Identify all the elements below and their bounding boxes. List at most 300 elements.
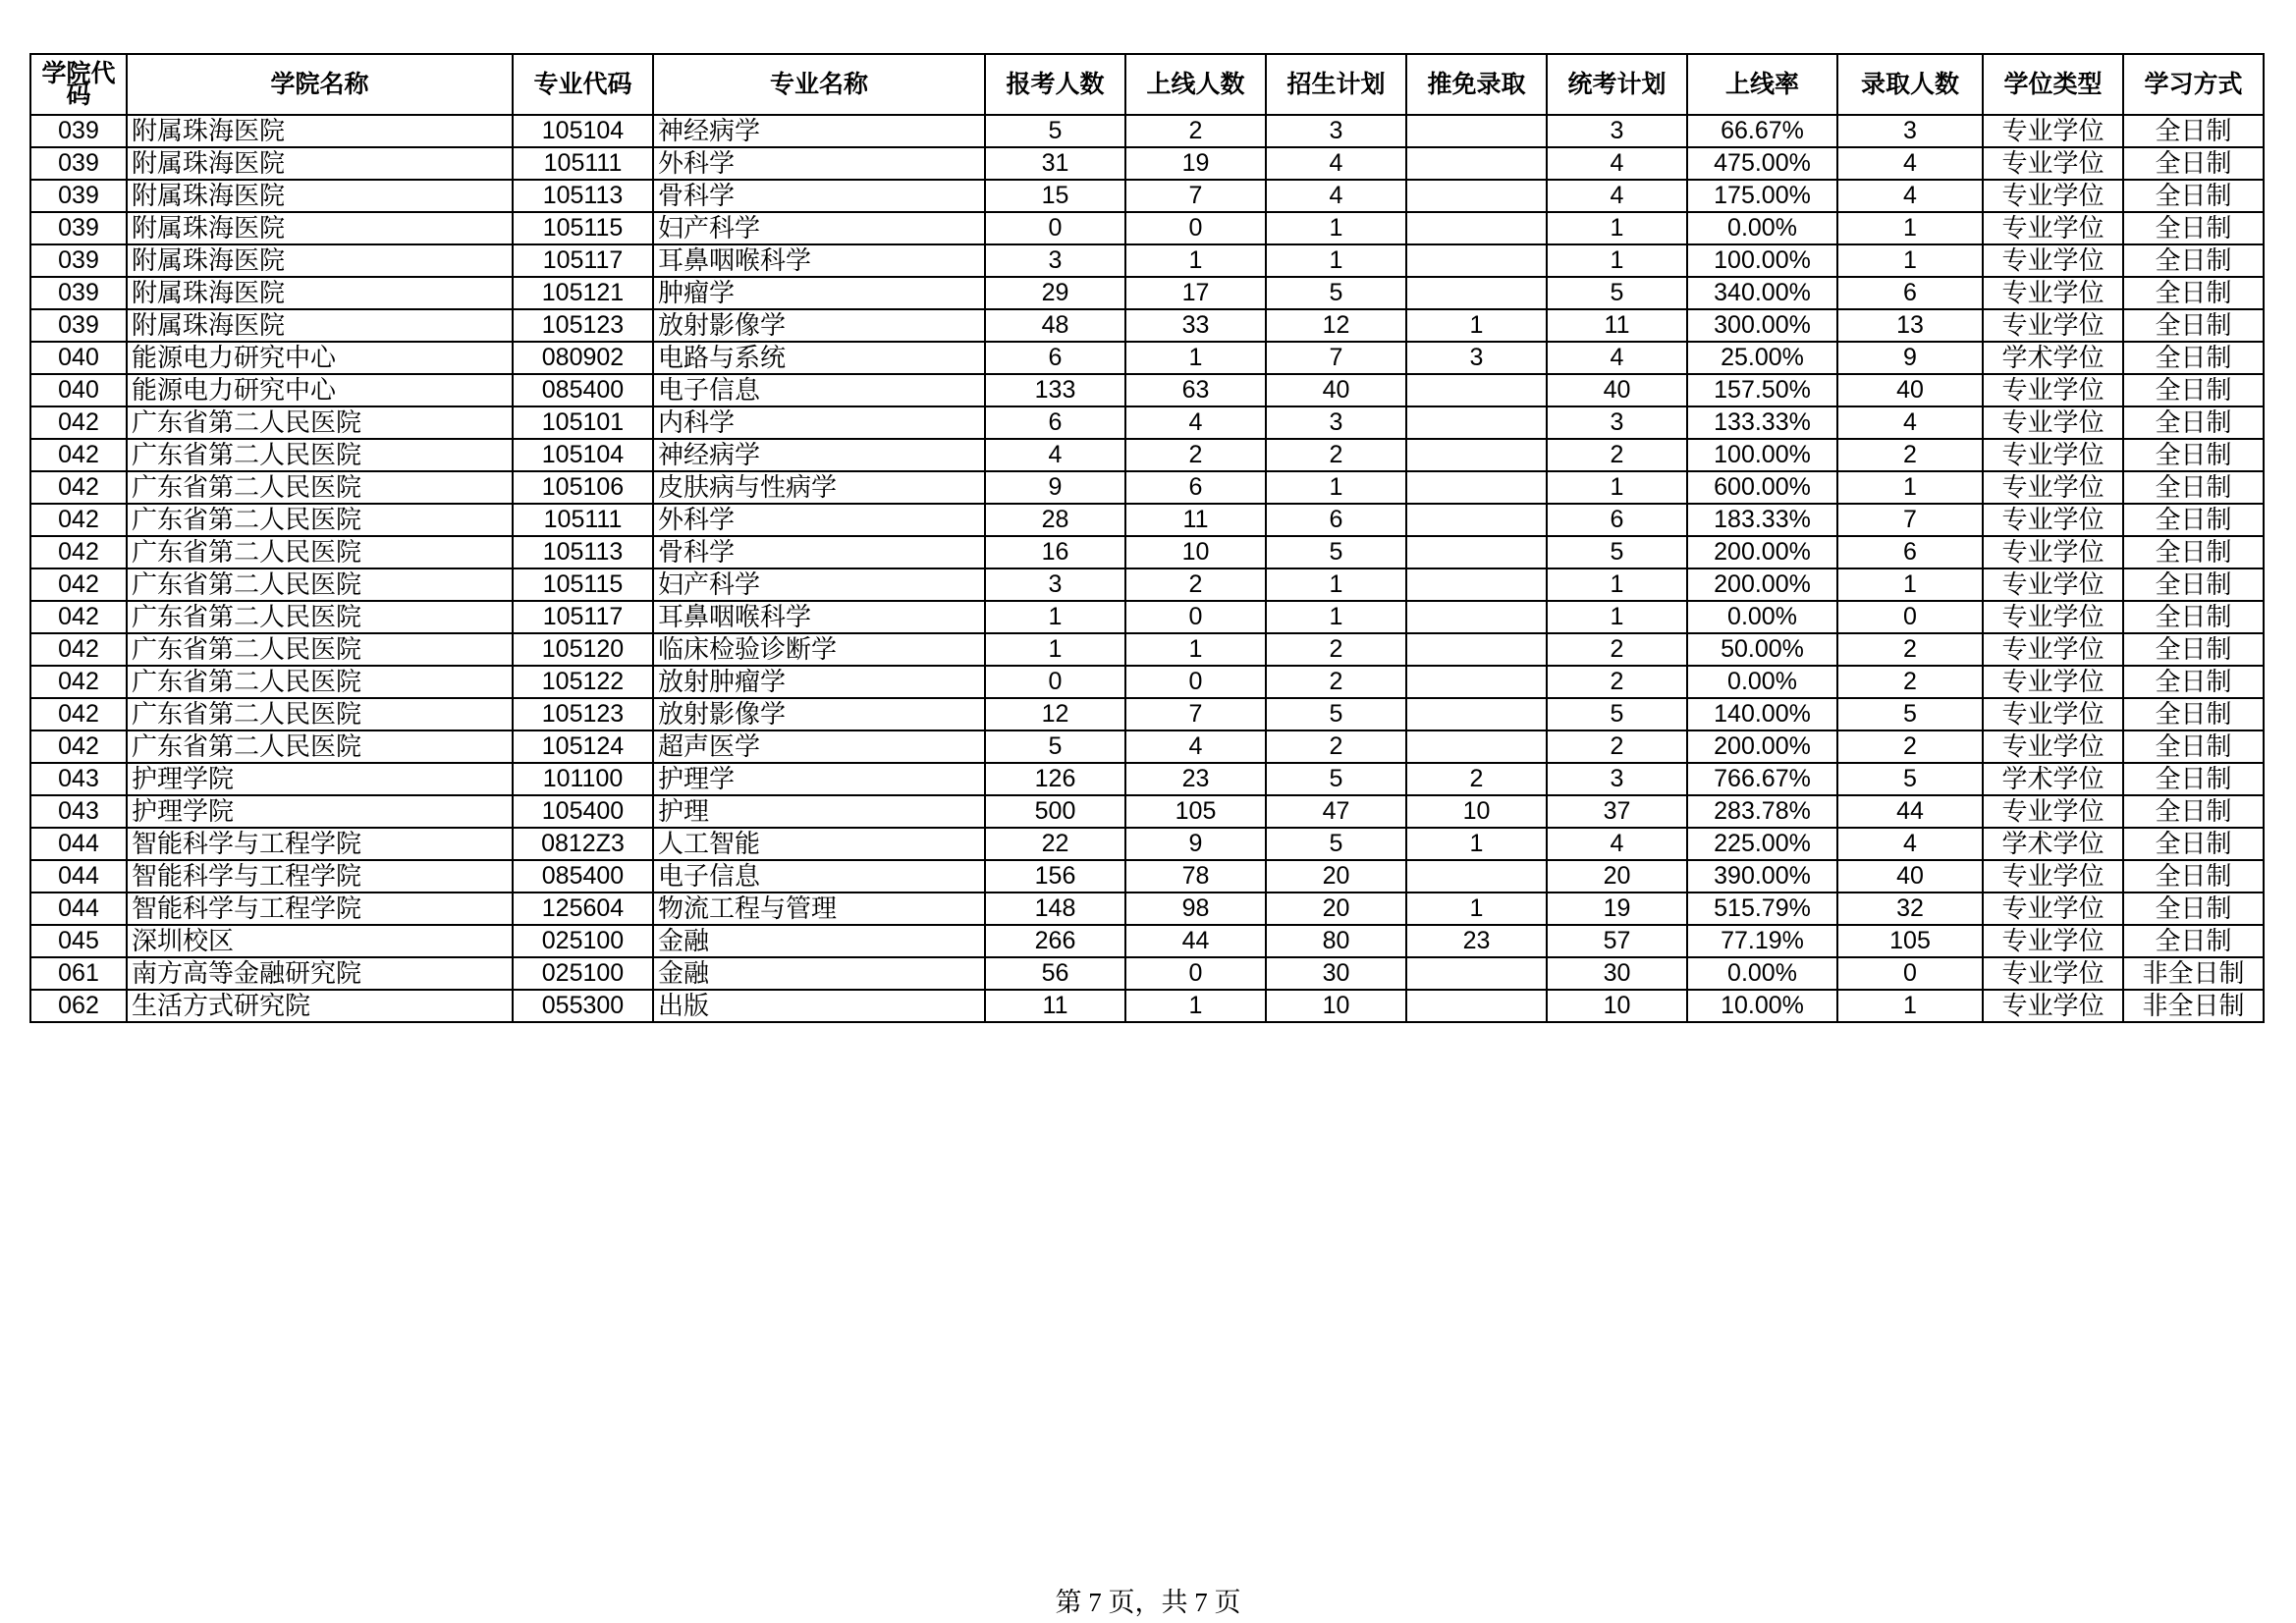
plan-cell: 4 [1266, 147, 1406, 180]
college-code-cell: 039 [30, 147, 127, 180]
recommended-cell [1406, 277, 1547, 309]
study-mode-cell: 全日制 [2123, 244, 2264, 277]
admitted-cell: 2 [1837, 730, 1983, 763]
pass-rate-cell: 390.00% [1687, 860, 1837, 893]
study-mode-cell: 非全日制 [2123, 957, 2264, 990]
exam-plan-cell: 30 [1547, 957, 1687, 990]
pass-rate-cell: 600.00% [1687, 471, 1837, 504]
qualified-cell: 10 [1125, 536, 1266, 568]
major-name-cell: 骨科学 [653, 180, 985, 212]
recommended-cell [1406, 504, 1547, 536]
admitted-cell: 4 [1837, 406, 1983, 439]
pass-rate-cell: 0.00% [1687, 601, 1837, 633]
admitted-cell: 3 [1837, 115, 1983, 147]
exam-plan-cell: 2 [1547, 439, 1687, 471]
exam-plan-cell: 6 [1547, 504, 1687, 536]
exam-plan-cell: 4 [1547, 828, 1687, 860]
study-mode-cell: 全日制 [2123, 471, 2264, 504]
applicants-cell: 29 [985, 277, 1125, 309]
pass-rate-cell: 475.00% [1687, 147, 1837, 180]
admitted-cell: 7 [1837, 504, 1983, 536]
table-row [30, 115, 2264, 147]
qualified-cell: 7 [1125, 180, 1266, 212]
recommended-cell: 1 [1406, 828, 1547, 860]
qualified-cell: 0 [1125, 601, 1266, 633]
degree-type-cell: 专业学位 [1983, 309, 2123, 342]
admitted-cell: 5 [1837, 763, 1983, 795]
college-name-cell: 附属珠海医院 [127, 244, 513, 277]
applicants-cell: 3 [985, 244, 1125, 277]
pass-rate-cell: 66.67% [1687, 115, 1837, 147]
recommended-cell [1406, 115, 1547, 147]
recommended-cell [1406, 180, 1547, 212]
pass-rate-cell: 77.19% [1687, 925, 1837, 957]
plan-cell: 12 [1266, 309, 1406, 342]
college-code-cell: 043 [30, 795, 127, 828]
exam-plan-cell: 11 [1547, 309, 1687, 342]
admitted-cell: 0 [1837, 957, 1983, 990]
plan-cell: 5 [1266, 536, 1406, 568]
study-mode-cell: 非全日制 [2123, 990, 2264, 1022]
college-name-cell: 附属珠海医院 [127, 180, 513, 212]
major-code-cell: 025100 [513, 957, 653, 990]
pass-rate-cell: 100.00% [1687, 439, 1837, 471]
degree-type-cell: 专业学位 [1983, 925, 2123, 957]
study-mode-cell: 全日制 [2123, 406, 2264, 439]
degree-type-cell: 专业学位 [1983, 666, 2123, 698]
qualified-cell: 1 [1125, 990, 1266, 1022]
column-header: 推免录取 [1406, 54, 1547, 115]
column-header: 统考计划 [1547, 54, 1687, 115]
college-code-cell: 042 [30, 633, 127, 666]
table-row [30, 180, 2264, 212]
college-code-cell: 045 [30, 925, 127, 957]
column-header: 学位类型 [1983, 54, 2123, 115]
qualified-cell: 1 [1125, 244, 1266, 277]
exam-plan-cell: 3 [1547, 763, 1687, 795]
admitted-cell: 2 [1837, 633, 1983, 666]
major-name-cell: 护理 [653, 795, 985, 828]
pass-rate-cell: 340.00% [1687, 277, 1837, 309]
major-code-cell: 105106 [513, 471, 653, 504]
college-code-cell: 039 [30, 244, 127, 277]
exam-plan-cell: 19 [1547, 893, 1687, 925]
college-code-cell: 039 [30, 180, 127, 212]
table-row [30, 504, 2264, 536]
admitted-cell: 6 [1837, 536, 1983, 568]
study-mode-cell: 全日制 [2123, 828, 2264, 860]
college-name-cell: 护理学院 [127, 763, 513, 795]
major-code-cell: 105111 [513, 504, 653, 536]
college-code-cell: 042 [30, 504, 127, 536]
recommended-cell [1406, 212, 1547, 244]
plan-cell: 1 [1266, 244, 1406, 277]
plan-cell: 1 [1266, 568, 1406, 601]
college-code-cell: 042 [30, 471, 127, 504]
column-header: 专业代码 [513, 54, 653, 115]
major-name-cell: 护理学 [653, 763, 985, 795]
study-mode-cell: 全日制 [2123, 763, 2264, 795]
admitted-cell: 13 [1837, 309, 1983, 342]
exam-plan-cell: 1 [1547, 568, 1687, 601]
major-name-cell: 电子信息 [653, 374, 985, 406]
pass-rate-cell: 0.00% [1687, 957, 1837, 990]
exam-plan-cell: 2 [1547, 666, 1687, 698]
qualified-cell: 78 [1125, 860, 1266, 893]
recommended-cell: 23 [1406, 925, 1547, 957]
table-row [30, 439, 2264, 471]
admitted-cell: 4 [1837, 180, 1983, 212]
recommended-cell [1406, 406, 1547, 439]
admitted-cell: 1 [1837, 471, 1983, 504]
table-row [30, 406, 2264, 439]
admitted-cell: 44 [1837, 795, 1983, 828]
exam-plan-cell: 2 [1547, 633, 1687, 666]
exam-plan-cell: 3 [1547, 115, 1687, 147]
column-header: 录取人数 [1837, 54, 1983, 115]
college-name-cell: 智能科学与工程学院 [127, 828, 513, 860]
college-name-cell: 广东省第二人民医院 [127, 406, 513, 439]
admitted-cell: 40 [1837, 860, 1983, 893]
recommended-cell [1406, 374, 1547, 406]
study-mode-cell: 全日制 [2123, 504, 2264, 536]
applicants-cell: 266 [985, 925, 1125, 957]
qualified-cell: 17 [1125, 277, 1266, 309]
plan-cell: 30 [1266, 957, 1406, 990]
column-header: 招生计划 [1266, 54, 1406, 115]
recommended-cell: 10 [1406, 795, 1547, 828]
degree-type-cell: 学术学位 [1983, 828, 2123, 860]
major-name-cell: 神经病学 [653, 439, 985, 471]
degree-type-cell: 专业学位 [1983, 180, 2123, 212]
applicants-cell: 5 [985, 115, 1125, 147]
college-code-cell: 043 [30, 763, 127, 795]
college-name-cell: 生活方式研究院 [127, 990, 513, 1022]
recommended-cell [1406, 439, 1547, 471]
study-mode-cell: 全日制 [2123, 925, 2264, 957]
major-name-cell: 内科学 [653, 406, 985, 439]
recommended-cell [1406, 536, 1547, 568]
exam-plan-cell: 4 [1547, 342, 1687, 374]
plan-cell: 6 [1266, 504, 1406, 536]
plan-cell: 4 [1266, 180, 1406, 212]
exam-plan-cell: 1 [1547, 212, 1687, 244]
qualified-cell: 11 [1125, 504, 1266, 536]
major-code-cell: 085400 [513, 860, 653, 893]
degree-type-cell: 专业学位 [1983, 698, 2123, 730]
recommended-cell [1406, 244, 1547, 277]
pass-rate-cell: 0.00% [1687, 666, 1837, 698]
exam-plan-cell: 10 [1547, 990, 1687, 1022]
table-row [30, 698, 2264, 730]
recommended-cell [1406, 957, 1547, 990]
pass-rate-cell: 100.00% [1687, 244, 1837, 277]
study-mode-cell: 全日制 [2123, 147, 2264, 180]
pass-rate-cell: 50.00% [1687, 633, 1837, 666]
table-row [30, 568, 2264, 601]
exam-plan-cell: 1 [1547, 601, 1687, 633]
study-mode-cell: 全日制 [2123, 374, 2264, 406]
major-code-cell: 0812Z3 [513, 828, 653, 860]
qualified-cell: 0 [1125, 212, 1266, 244]
qualified-cell: 105 [1125, 795, 1266, 828]
college-name-cell: 附属珠海医院 [127, 277, 513, 309]
plan-cell: 2 [1266, 439, 1406, 471]
plan-cell: 20 [1266, 893, 1406, 925]
table-row [30, 666, 2264, 698]
qualified-cell: 2 [1125, 115, 1266, 147]
applicants-cell: 6 [985, 342, 1125, 374]
college-name-cell: 广东省第二人民医院 [127, 698, 513, 730]
major-code-cell: 105115 [513, 568, 653, 601]
college-name-cell: 广东省第二人民医院 [127, 568, 513, 601]
table-row [30, 309, 2264, 342]
major-name-cell: 放射影像学 [653, 309, 985, 342]
major-code-cell: 105123 [513, 698, 653, 730]
college-code-cell: 044 [30, 893, 127, 925]
college-code-cell: 039 [30, 277, 127, 309]
admitted-cell: 2 [1837, 666, 1983, 698]
study-mode-cell: 全日制 [2123, 115, 2264, 147]
applicants-cell: 148 [985, 893, 1125, 925]
applicants-cell: 56 [985, 957, 1125, 990]
degree-type-cell: 学术学位 [1983, 763, 2123, 795]
recommended-cell [1406, 471, 1547, 504]
college-name-cell: 南方高等金融研究院 [127, 957, 513, 990]
recommended-cell [1406, 147, 1547, 180]
major-code-cell: 101100 [513, 763, 653, 795]
qualified-cell: 2 [1125, 439, 1266, 471]
exam-plan-cell: 5 [1547, 277, 1687, 309]
table-row [30, 471, 2264, 504]
plan-cell: 1 [1266, 471, 1406, 504]
college-code-cell: 040 [30, 374, 127, 406]
qualified-cell: 98 [1125, 893, 1266, 925]
major-code-cell: 105113 [513, 536, 653, 568]
applicants-cell: 9 [985, 471, 1125, 504]
college-code-cell: 042 [30, 439, 127, 471]
exam-plan-cell: 1 [1547, 471, 1687, 504]
study-mode-cell: 全日制 [2123, 893, 2264, 925]
degree-type-cell: 专业学位 [1983, 212, 2123, 244]
exam-plan-cell: 40 [1547, 374, 1687, 406]
plan-cell: 7 [1266, 342, 1406, 374]
college-name-cell: 附属珠海医院 [127, 115, 513, 147]
table-body [30, 115, 2264, 1022]
table-row [30, 763, 2264, 795]
plan-cell: 80 [1266, 925, 1406, 957]
applicants-cell: 1 [985, 601, 1125, 633]
degree-type-cell: 专业学位 [1983, 730, 2123, 763]
recommended-cell: 1 [1406, 309, 1547, 342]
column-header: 学院名称 [127, 54, 513, 115]
college-name-cell: 广东省第二人民医院 [127, 633, 513, 666]
study-mode-cell: 全日制 [2123, 633, 2264, 666]
degree-type-cell: 专业学位 [1983, 439, 2123, 471]
applicants-cell: 0 [985, 212, 1125, 244]
recommended-cell [1406, 633, 1547, 666]
major-name-cell: 骨科学 [653, 536, 985, 568]
exam-plan-cell: 2 [1547, 730, 1687, 763]
qualified-cell: 4 [1125, 730, 1266, 763]
college-name-cell: 广东省第二人民医院 [127, 504, 513, 536]
college-name-cell: 广东省第二人民医院 [127, 730, 513, 763]
college-code-cell: 044 [30, 828, 127, 860]
degree-type-cell: 专业学位 [1983, 406, 2123, 439]
major-name-cell: 妇产科学 [653, 212, 985, 244]
table-row [30, 212, 2264, 244]
major-name-cell: 耳鼻咽喉科学 [653, 244, 985, 277]
college-code-cell: 062 [30, 990, 127, 1022]
major-code-cell: 125604 [513, 893, 653, 925]
admitted-cell: 5 [1837, 698, 1983, 730]
major-name-cell: 出版 [653, 990, 985, 1022]
qualified-cell: 2 [1125, 568, 1266, 601]
college-name-cell: 附属珠海医院 [127, 309, 513, 342]
pass-rate-cell: 183.33% [1687, 504, 1837, 536]
pass-rate-cell: 175.00% [1687, 180, 1837, 212]
college-code-cell: 061 [30, 957, 127, 990]
admitted-cell: 2 [1837, 439, 1983, 471]
study-mode-cell: 全日制 [2123, 666, 2264, 698]
major-code-cell: 105117 [513, 244, 653, 277]
degree-type-cell: 专业学位 [1983, 536, 2123, 568]
college-name-cell: 附属珠海医院 [127, 212, 513, 244]
applicants-cell: 0 [985, 666, 1125, 698]
pass-rate-cell: 25.00% [1687, 342, 1837, 374]
table-row [30, 730, 2264, 763]
applicants-cell: 12 [985, 698, 1125, 730]
study-mode-cell: 全日制 [2123, 439, 2264, 471]
plan-cell: 1 [1266, 601, 1406, 633]
study-mode-cell: 全日制 [2123, 277, 2264, 309]
exam-plan-cell: 37 [1547, 795, 1687, 828]
major-name-cell: 耳鼻咽喉科学 [653, 601, 985, 633]
admitted-cell: 0 [1837, 601, 1983, 633]
qualified-cell: 9 [1125, 828, 1266, 860]
degree-type-cell: 专业学位 [1983, 115, 2123, 147]
qualified-cell: 1 [1125, 633, 1266, 666]
recommended-cell: 3 [1406, 342, 1547, 374]
major-code-cell: 080902 [513, 342, 653, 374]
applicants-cell: 500 [985, 795, 1125, 828]
pass-rate-cell: 200.00% [1687, 730, 1837, 763]
applicants-cell: 1 [985, 633, 1125, 666]
admitted-cell: 105 [1837, 925, 1983, 957]
college-code-cell: 042 [30, 698, 127, 730]
degree-type-cell: 专业学位 [1983, 374, 2123, 406]
exam-plan-cell: 3 [1547, 406, 1687, 439]
study-mode-cell: 全日制 [2123, 860, 2264, 893]
qualified-cell: 6 [1125, 471, 1266, 504]
major-name-cell: 放射肿瘤学 [653, 666, 985, 698]
qualified-cell: 19 [1125, 147, 1266, 180]
major-name-cell: 物流工程与管理 [653, 893, 985, 925]
plan-cell: 5 [1266, 277, 1406, 309]
major-code-cell: 105121 [513, 277, 653, 309]
pass-rate-cell: 225.00% [1687, 828, 1837, 860]
table-row [30, 244, 2264, 277]
applicants-cell: 31 [985, 147, 1125, 180]
exam-plan-cell: 5 [1547, 698, 1687, 730]
exam-plan-cell: 5 [1547, 536, 1687, 568]
admission-table [29, 53, 2265, 1023]
column-header: 上线率 [1687, 54, 1837, 115]
exam-plan-cell: 4 [1547, 147, 1687, 180]
college-name-cell: 广东省第二人民医院 [127, 471, 513, 504]
degree-type-cell: 专业学位 [1983, 990, 2123, 1022]
major-name-cell: 金融 [653, 957, 985, 990]
plan-cell: 10 [1266, 990, 1406, 1022]
major-code-cell: 105111 [513, 147, 653, 180]
study-mode-cell: 全日制 [2123, 342, 2264, 374]
major-code-cell: 105122 [513, 666, 653, 698]
table-row [30, 536, 2264, 568]
applicants-cell: 6 [985, 406, 1125, 439]
recommended-cell [1406, 990, 1547, 1022]
college-code-cell: 039 [30, 115, 127, 147]
qualified-cell: 4 [1125, 406, 1266, 439]
table-row [30, 860, 2264, 893]
admitted-cell: 9 [1837, 342, 1983, 374]
major-name-cell: 肿瘤学 [653, 277, 985, 309]
table-row [30, 828, 2264, 860]
plan-cell: 5 [1266, 828, 1406, 860]
admitted-cell: 1 [1837, 244, 1983, 277]
pass-rate-cell: 200.00% [1687, 536, 1837, 568]
table-row [30, 893, 2264, 925]
degree-type-cell: 专业学位 [1983, 957, 2123, 990]
degree-type-cell: 学术学位 [1983, 342, 2123, 374]
applicants-cell: 133 [985, 374, 1125, 406]
degree-type-cell: 专业学位 [1983, 471, 2123, 504]
college-code-cell: 042 [30, 601, 127, 633]
admitted-cell: 1 [1837, 212, 1983, 244]
recommended-cell: 1 [1406, 893, 1547, 925]
degree-type-cell: 专业学位 [1983, 893, 2123, 925]
qualified-cell: 7 [1125, 698, 1266, 730]
plan-cell: 5 [1266, 698, 1406, 730]
major-name-cell: 电子信息 [653, 860, 985, 893]
qualified-cell: 0 [1125, 957, 1266, 990]
degree-type-cell: 专业学位 [1983, 277, 2123, 309]
degree-type-cell: 专业学位 [1983, 244, 2123, 277]
column-header: 学习方式 [2123, 54, 2264, 115]
admitted-cell: 6 [1837, 277, 1983, 309]
major-code-cell: 105115 [513, 212, 653, 244]
major-name-cell: 外科学 [653, 504, 985, 536]
college-code-cell: 042 [30, 536, 127, 568]
qualified-cell: 33 [1125, 309, 1266, 342]
degree-type-cell: 专业学位 [1983, 601, 2123, 633]
major-code-cell: 105104 [513, 115, 653, 147]
college-name-cell: 能源电力研究中心 [127, 342, 513, 374]
applicants-cell: 156 [985, 860, 1125, 893]
major-code-cell: 105117 [513, 601, 653, 633]
table-row [30, 795, 2264, 828]
table-row [30, 277, 2264, 309]
major-code-cell: 025100 [513, 925, 653, 957]
admitted-cell: 1 [1837, 568, 1983, 601]
applicants-cell: 16 [985, 536, 1125, 568]
column-header: 专业名称 [653, 54, 985, 115]
table-row [30, 147, 2264, 180]
column-header: 报考人数 [985, 54, 1125, 115]
table-header-row [30, 54, 2264, 115]
table-row [30, 990, 2264, 1022]
recommended-cell [1406, 666, 1547, 698]
applicants-cell: 4 [985, 439, 1125, 471]
